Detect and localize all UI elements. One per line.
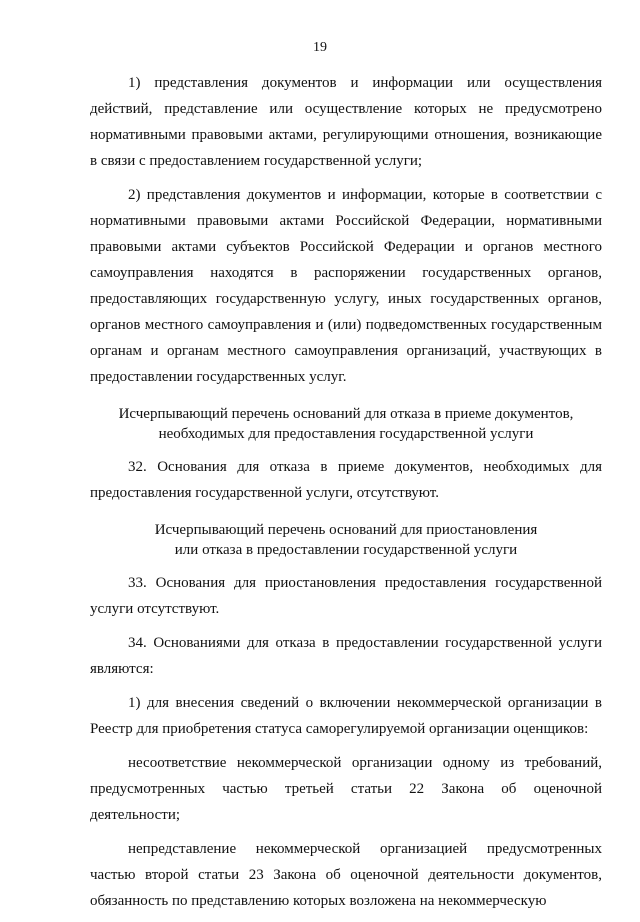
paragraph-34-item-1: 1) для внесения сведений о включении некоммерческой организации в Реестр для приобретения статуса саморегулируемой организации оценщиков: bbox=[90, 695, 602, 737]
paragraph-32: 32. Основания для отказа в приеме документов, необходимых для предоставления государственной услуги, отсутствуют. bbox=[90, 459, 602, 501]
paragraph-item-2: 2) представления документов и информации, которые в соответствии с нормативными правовыми актами Российской Федерации, нормативными правовыми актами субъектов Российской Федерации и органов местного самоуправления находятся в распоряжении государственных органов, предоставляющих государственную услугу, иных государственных органов, органов местного самоуправления и (или) подведомственных государственным органам и органам местного самоуправления организаций, участвующих в предоставлении государственных услуг. bbox=[90, 187, 602, 385]
heading-line: Исчерпывающий перечень оснований для отказа в приеме документов, bbox=[118, 406, 574, 422]
paragraph-item-1: 1) представления документов и информации или осуществления действий, представление или осуществление которых не предусмотрено нормативными правовыми актами, регулирующими отношения, возникающие в связи с предоставлением государственной услуги; bbox=[90, 75, 602, 169]
paragraph-non-submission: непредставление некоммерческой организацией предусмотренных частью второй статьи 23 Закона об оценочной деятельности документов, обязанность по представлению которых возложена на некоммерческую bbox=[90, 841, 602, 909]
document-body bbox=[90, 70, 602, 922]
heading-line: необходимых для предоставления государственной услуги bbox=[158, 426, 534, 442]
section-heading-refusal-acceptance bbox=[90, 404, 602, 444]
heading-line: Исчерпывающий перечень оснований для приостановления bbox=[154, 522, 538, 538]
paragraph-34: 34. Основаниями для отказа в предоставлении государственной услуги являются: bbox=[90, 635, 602, 677]
paragraph-mismatch: несоответствие некоммерческой организации одному из требований, предусмотренных частью третьей статьи 22 Закона об оценочной деятельности; bbox=[90, 755, 602, 823]
paragraph-33: 33. Основания для приостановления предоставления государственной услуги отсутствуют. bbox=[90, 575, 602, 617]
section-heading-suspension-refusal bbox=[90, 520, 602, 560]
page-number: 19 bbox=[313, 40, 327, 55]
heading-line: или отказа в предоставлении государственной услуги bbox=[174, 542, 518, 558]
